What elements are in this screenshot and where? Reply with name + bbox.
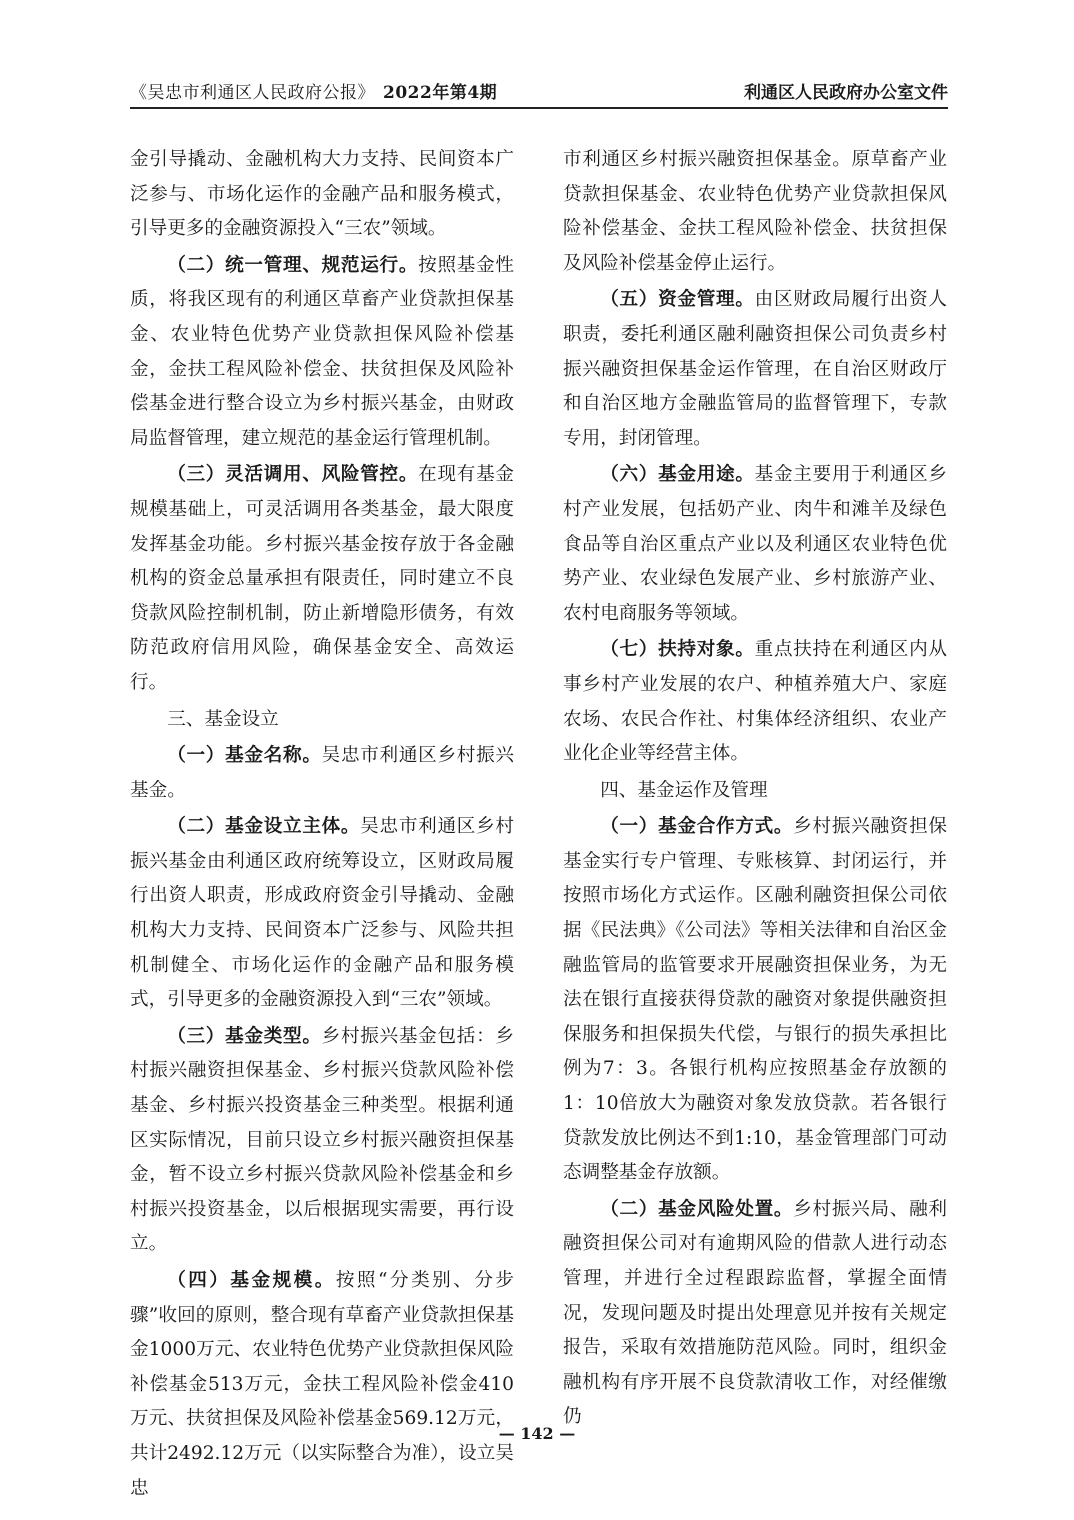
- page-number: — 142 —: [498, 1424, 576, 1443]
- paragraph: （三）基金类型。乡村振兴基金包括：乡村振兴融资担保基金、乡村振兴贷款风险补偿基金、乡村振兴投资基金三种类型。根据利通区实际情况，目前只设立乡村振兴融资担保基金，暂不设立乡村振兴贷款风险补偿基金和乡村振兴投资基金，以后根据现实需要，再行设立。: [130, 1025, 514, 1255]
- right-column: [563, 143, 947, 1437]
- issue-number: 2022年第4期: [383, 83, 498, 103]
- paragraph: （一）基金合作方式。乡村振兴融资担保基金实行专户管理、专账核算、封闭运行，并按照市场化方式运作。区融利融资担保公司依据《民法典》《公司法》等相关法律和自治区金融监管局的监管要求开展融资担保业务，为无法在银行直接获得贷款的融资对象提供融资担保服务和担保损失代偿，与银行的损失承担比例为7：3。各银行机构应按照基金存放额的1：10倍放大为融资对象发放贷款。若各银行贷款发放比例达不到1:10，基金管理部门可动态调整基金存放额。: [563, 816, 947, 1184]
- section-heading: 四、基金运作及管理: [600, 779, 768, 801]
- publication-title: 《吴忠市利通区人民政府公报》: [130, 83, 375, 103]
- paragraph: （二）基金风险处置。乡村振兴局、融利融资担保公司对有逾期风险的借款人进行动态管理，并进行全过程跟踪监督，掌握全面情况，发现问题及时提出处理意见并按有关规定报告，采取有效措施防范风险。同时，组织金融机构有序开展不良贷款清收工作，对经催缴仍: [563, 1198, 947, 1428]
- paragraph: （一）基金名称。吴忠市利通区乡村振兴基金。: [130, 745, 514, 801]
- paragraph: （二）基金设立主体。吴忠市利通区乡村振兴基金由利通区政府统筹设立，区财政局履行出资人职责，形成政府资金引导撬动、金融机构大力支持、民间资本广泛参与、风险共担机制健全、市场化运作的金融产品和服务模式，引导更多的金融资源投入到“三农”领域。: [130, 816, 514, 1011]
- paragraph: （三）灵活调用、风险管控。在现有基金规模基础上，可灵活调用各类基金，最大限度发挥基金功能。乡村振兴基金按存放于各金融机构的资金总量承担有限责任，同时建立不良贷款风险控制机制，防止新增隐形债务，有效防范政府信用风险，确保基金安全、高效运行。: [130, 464, 514, 693]
- paragraph: （四）基金规模。按照“分类别、分步骤”收回的原则，整合现有草畜产业贷款担保基金1000万元、农业特色优势产业贷款担保风险补偿基金513万元，金扶工程风险补偿金410万元、扶贫担保及风险补偿基金569.12万元，共计2492.12万元（以实际整合为准），设立吴忠: [130, 1270, 514, 1499]
- paragraph: （七）扶持对象。重点扶持在利通区内从事乡村产业发展的农户、种植养殖大户、家庭农场、农民合作社、村集体经济组织、农业产业化企业等经营主体。: [563, 639, 947, 765]
- paragraph: 金引导撬动、金融机构大力支持、民间资本广泛参与、市场化运作的金融产品和服务模式，引导更多的金融资源投入“三农”领域。: [130, 149, 514, 240]
- section-heading: 三、基金设立: [167, 708, 279, 730]
- paragraph: （五）资金管理。由区财政局履行出资人职责，委托利通区融利融资担保公司负责乡村振兴融资担保基金运作管理，在自治区财政厅和自治区地方金融监管局的监督管理下，专款专用，封闭管理。: [563, 289, 947, 449]
- header-publication: [130, 78, 497, 103]
- paragraph: 市利通区乡村振兴融资担保基金。原草畜产业贷款担保基金、农业特色优势产业贷款担保风险补偿基金、金扶工程风险补偿金、扶贫担保及风险补偿基金停止运行。: [563, 149, 947, 274]
- left-column: [130, 143, 514, 1508]
- header-office: 利通区人民政府办公室文件: [744, 83, 948, 103]
- paragraph: （二）统一管理、规范运行。按照基金性质，将我区现有的利通区草畜产业贷款担保基金、农业特色优势产业贷款担保风险补偿基金，金扶工程风险补偿金、扶贫担保及风险补偿基金进行整合设立为乡村振兴基金，由财政局监督管理，建立规范的基金运行管理机制。: [130, 254, 514, 449]
- paragraph: （六）基金用途。基金主要用于利通区乡村产业发展，包括奶产业、肉牛和滩羊及绿色食品等自治区重点产业以及利通区农业特色优势产业、农业绿色发展产业、乡村旅游产业、农村电商服务等领域。: [563, 464, 947, 624]
- header-rule: [130, 107, 948, 109]
- page-header: [130, 78, 948, 110]
